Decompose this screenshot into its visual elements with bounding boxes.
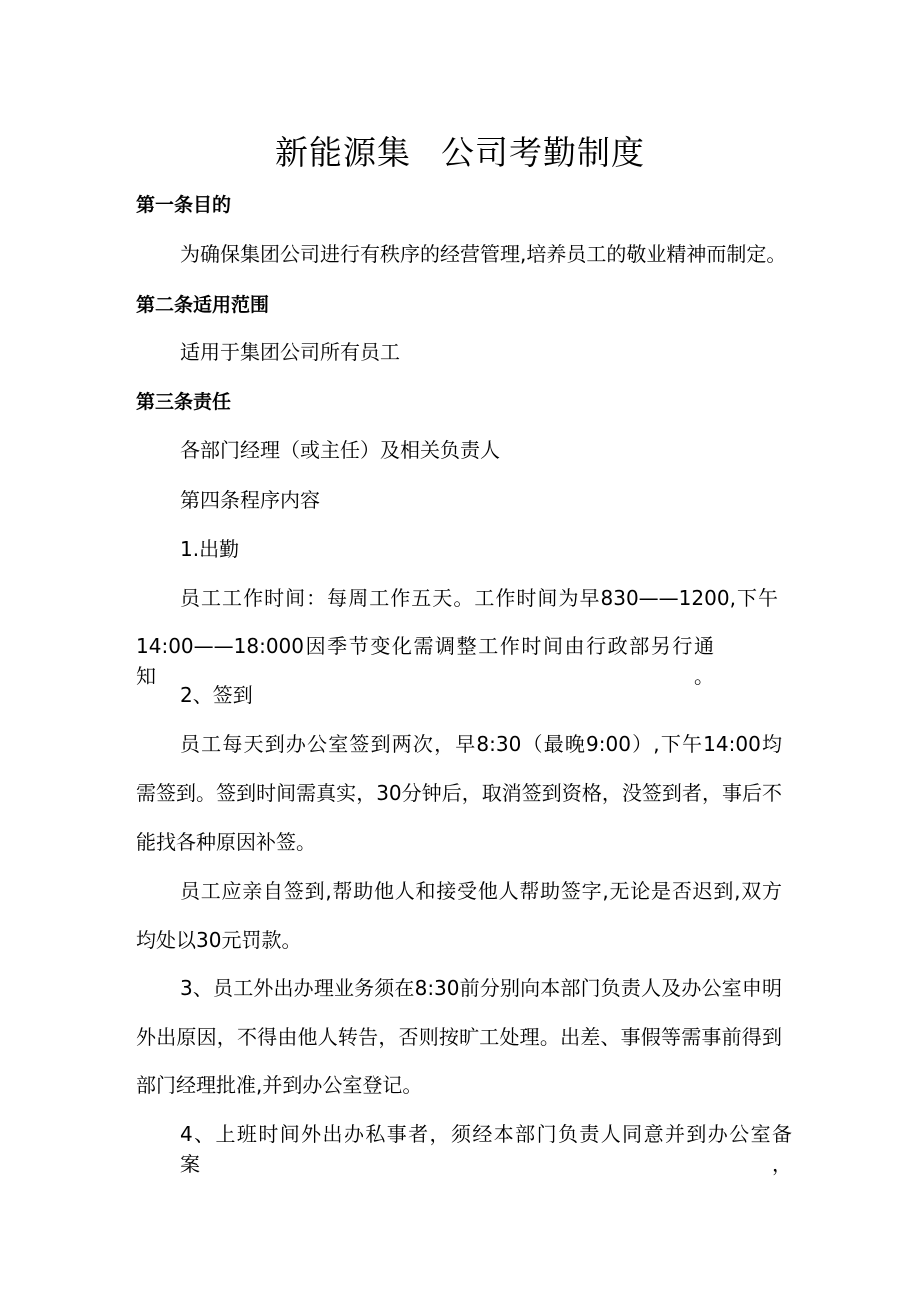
signin-penalty-line: 均处以30元罚款。 <box>136 928 302 952</box>
section-3-body: 各部门经理（或主任）及相关负责人 <box>180 438 500 462</box>
signin-paragraph-line: 需签到。签到时间需真实，30分钟后，取消签到资格，没签到者，事后不 <box>136 781 782 805</box>
title-part-1: 新能源集 <box>275 133 411 172</box>
signin-paragraph-line: 能找各种原因补签。 <box>136 830 316 854</box>
section-2-body: 适用于集团公司所有员工 <box>180 340 400 364</box>
signin-paragraph-line: 员工每天到办公室签到两次，早8:30（最晚9:00）,下午14:00均 <box>180 732 782 756</box>
attendance-paragraph-line: 员工工作时间：每周工作五天。工作时间为早830——1200,下午 <box>180 586 778 610</box>
outing-paragraph-line: 3、员工外出办理业务须在8:30前分别向本部门负责人及办公室申明 <box>180 976 782 1000</box>
section-4-heading: 第四条程序内容 <box>180 488 320 512</box>
section-2-heading: 第二条适用范围 <box>136 294 270 316</box>
subsection-attendance-heading: 1.出勤 <box>180 537 240 561</box>
section-3-heading: 第三条责任 <box>136 391 232 413</box>
document-title <box>0 128 920 178</box>
attendance-paragraph-line: 14:00——18:000因季节变化需调整工作时间由行政部另行通知。 <box>136 634 714 688</box>
section-1-body: 为确保集团公司进行有秩序的经营管理,培养员工的敬业精神而制定。 <box>180 242 787 266</box>
section-1-heading: 第一条目的 <box>136 194 232 216</box>
signin-penalty-line: 员工应亲自签到,帮助他人和接受他人帮助签字,无论是否迟到,双方 <box>180 879 782 903</box>
subsection-signin-heading: 2、签到 <box>180 683 253 707</box>
title-part-2: 公司考勤制度 <box>441 133 645 172</box>
outing-paragraph-line: 部门经理批准,并到办公室登记。 <box>136 1073 423 1097</box>
outing-paragraph-line: 外出原因，不得由他人转告，否则按旷工处理。出差、事假等需事前得到 <box>136 1025 782 1049</box>
private-affairs-paragraph-line: 4、上班时间外出办私事者，须经本部门负责人同意并到办公室备案， <box>180 1122 792 1176</box>
